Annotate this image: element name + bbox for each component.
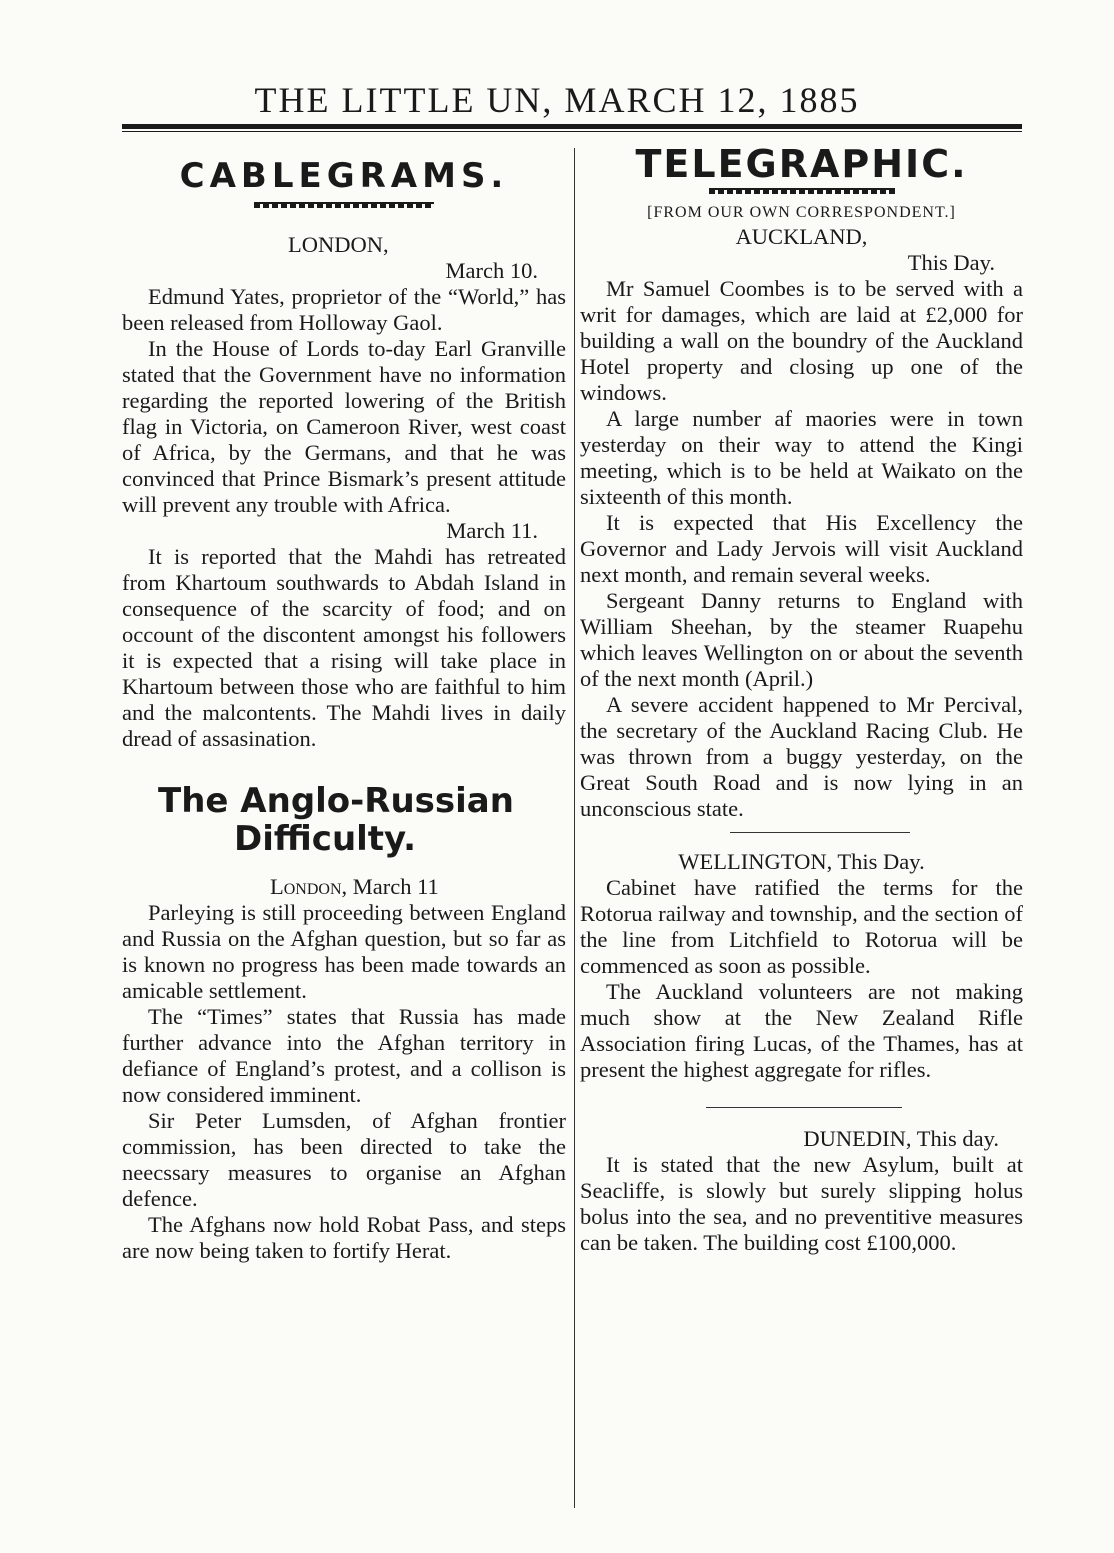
column-divider <box>574 148 575 1508</box>
masthead-rule <box>122 124 1022 132</box>
section-rule <box>730 832 910 833</box>
paragraph-mahdi: It is reported that the Mahdi has retreated from Khartoum southwards to Abdah Island in consequence of the scarcity of food; and on occount of the discontent amongst his followers it is expected that a rising will take place in Khartoum between those who are faithful to him and the malcontents. The Mahdi lives in daily dread of assasination. <box>122 544 566 751</box>
paragraph-percival: A severe accident happened to Mr Percival, the secretary of the Auckland Racing Club. He was thrown from a buggy yesterday, on the Great South Road and is now lying in an unconscious state. <box>580 692 1023 821</box>
paragraph-lumsden: Sir Peter Lumsden, of Afghan frontier commission, has been directed to take the neecssary measures to organise an Afghan defence. <box>122 1108 566 1211</box>
correspondent-line: [FROM OUR OWN CORRESPONDENT.] <box>647 204 956 221</box>
cablegrams-heading: CABLEGRAMS. <box>179 156 509 196</box>
heading-ornament <box>254 202 434 208</box>
anglo-russian-heading-line1: The Anglo-Russian <box>158 781 514 821</box>
masthead-title: THE LITTLE UN, MARCH 12, 1885 <box>254 80 860 120</box>
left-column <box>122 140 566 1264</box>
anglo-dateline-place: London, <box>270 874 348 899</box>
telegraphic-heading: TELEGRAPHIC. <box>635 142 968 186</box>
anglo-dateline-date: March 11 <box>352 874 439 899</box>
anglo-dateline <box>122 874 566 900</box>
paragraph-sergeant-danny: Sergeant Danny returns to England with William Sheehan, by the steamer Ruapehu which leaves Wellington on or about the seventh of the next month (April.) <box>580 588 1023 691</box>
paragraph-governor: It is expected that His Excellency the Governor and Lady Jervois will visit Auckland next month, and remain several weeks. <box>580 510 1023 587</box>
paragraph-asylum: It is stated that the new Asylum, built at Seacliffe, is slowly but surely slipping holus bolus into the sea, and no preventitive measures can be taken. The building cost £100,000. <box>580 1152 1023 1255</box>
paragraph-cabinet: Cabinet have ratified the terms for the Rotorua railway and township, and the section of the line from Litchfield to Rotorua will be commenced as soon as possible. <box>580 875 1023 978</box>
anglo-russian-heading-line2: Difficulty. <box>234 819 417 859</box>
right-column <box>580 140 1023 1256</box>
paragraph-coombes: Mr Samuel Coombes is to be served with a writ for damages, which are laid at £2,000 for building a wall on the boundry of the Auckland Hotel property and closing up one of the windows. <box>580 276 1023 405</box>
london-place: LONDON, <box>288 232 389 257</box>
section-rule <box>706 1107 902 1108</box>
date-march-10: March 10. <box>445 258 538 283</box>
paragraph-yates: Edmund Yates, proprietor of the “World,” has been released from Holloway Gaol. <box>122 284 566 335</box>
paragraph-granville: In the House of Lords to-day Earl Granville stated that the Government have no information regarding the reported lowering of the British flag in Victoria, on Cameroon River, west coast of Africa, by the Germans, and that he was convinced that Prince Bismark’s present attitude will prevent any trouble with Africa. <box>122 336 566 517</box>
paragraph-parleying: Parleying is still proceeding between England and Russia on the Afghan question, but so far as is known no progress has been made towards an amicable settlement. <box>122 900 566 1003</box>
auckland-place: AUCKLAND, <box>735 224 868 249</box>
auckland-date: This Day. <box>907 250 995 275</box>
dunedin-heading: DUNEDIN, This day. <box>803 1126 999 1151</box>
heading-ornament <box>709 188 895 194</box>
anglo-russian-heading <box>122 782 566 858</box>
paragraph-maories: A large number af maories were in town yesterday on their way to attend the Kingi meeting, which is to be held at Waikato on the sixteenth of this month. <box>580 406 1023 509</box>
paragraph-volunteers: The Auckland volunteers are not making much show at the New Zealand Rifle Association firing Lucas, of the Thames, has at present the highest aggregate for rifles. <box>580 979 1023 1082</box>
paragraph-times: The “Times” states that Russia has made further advance into the Afghan territory in defiance of England’s protest, and a collison is now considered imminent. <box>122 1004 566 1107</box>
wellington-heading: WELLINGTON, This Day. <box>678 849 925 874</box>
paragraph-robat-pass: The Afghans now hold Robat Pass, and steps are now being taken to fortify Herat. <box>122 1212 566 1263</box>
date-march-11: March 11. <box>446 518 538 543</box>
